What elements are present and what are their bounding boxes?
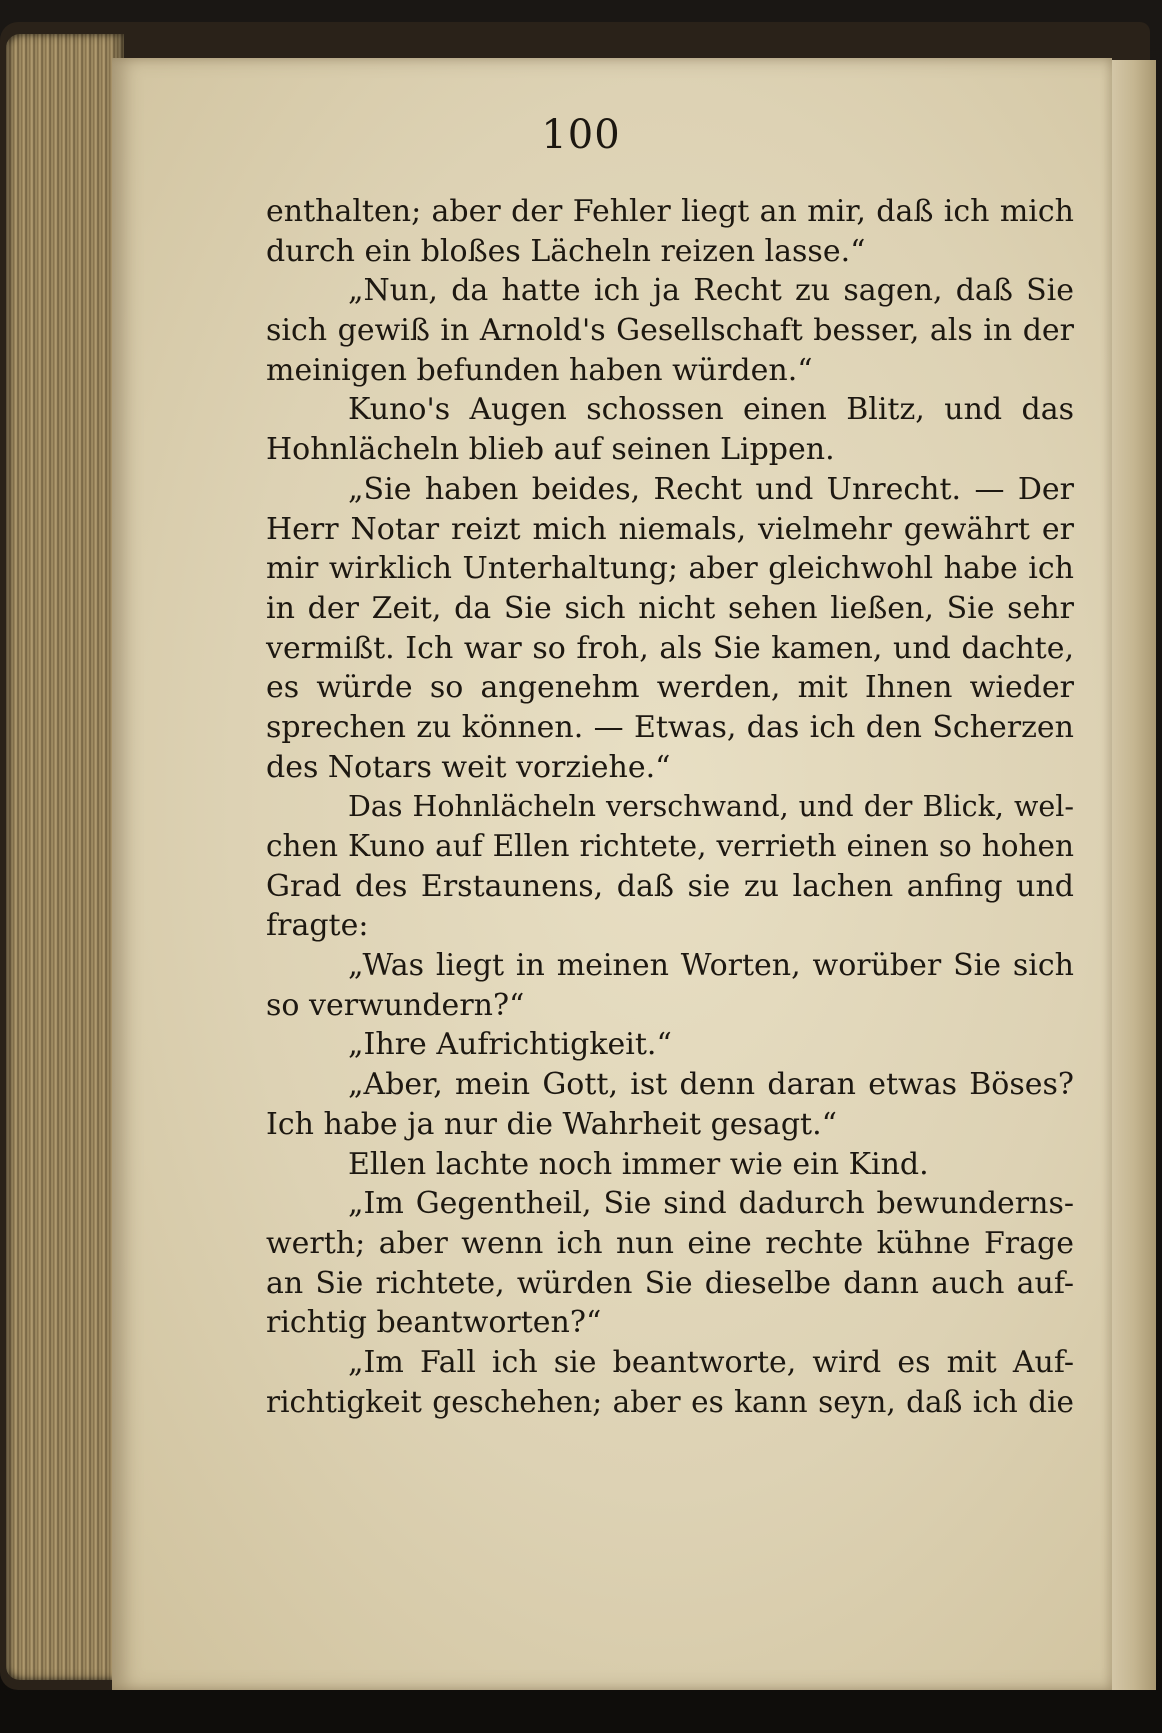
text-line: an Sie richtete, würden Sie dieselbe dann auch auf- [266,1265,1074,1301]
text-line: „Ihre Aufrichtigkeit.“ [348,1027,672,1063]
text-line: „Im Fall ich sie beantworte, wird es mit Auf- [348,1344,1074,1380]
text-line: des Notars weit vorziehe.“ [266,749,671,785]
text-line: sich gewiß in Arnold's Gesellschaft besser, als in der [266,313,1074,349]
text-line: fragte: [266,908,369,944]
text-line: „Sie haben beides, Recht und Unrecht. — Der [348,471,1074,507]
text-line: Kuno's Augen schossen einen Blitz, und das [348,392,1074,428]
page-edges [6,34,124,1680]
text-line: sprechen zu können. — Etwas, das ich den Scherzen [266,709,1074,745]
text-line: Grad des Erstaunens, daß sie zu lachen anfing und [266,868,1074,904]
text-line: „Nun, da hatte ich ja Recht zu sagen, daß Sie [348,273,1074,309]
text-line: werth; aber wenn ich nun eine rechte kühne Frage [266,1225,1074,1261]
text-line: „Was liegt in meinen Worten, worüber Sie sich [348,948,1074,984]
text-line: so verwundern?“ [266,987,525,1023]
text-line: Ellen lachte noch immer wie ein Kind. [348,1146,929,1182]
text-line: richtigkeit geschehen; aber es kann seyn, daß ich die [266,1384,1074,1419]
text-line: Das Hohnlächeln verschwand, und der Blick, wel- [348,790,1074,824]
page-number: 100 [541,112,621,158]
text-line: chen Kuno auf Ellen richtete, verrieth einen so hohen [266,829,1074,863]
text-line: Herr Notar reizt mich niemals, vielmehr gewährt er [266,511,1074,547]
text-line: mir wirklich Unterhaltung; aber gleichwohl habe ich [266,551,1074,587]
text-line: „Im Gegentheil, Sie sind dadurch bewunderns- [348,1186,1074,1222]
page-text [266,192,1074,1422]
text-line: in der Zeit, da Sie sich nicht sehen ließen, Sie sehr [266,590,1074,626]
text-line: enthalten; aber der Fehler liegt an mir, daß ich mich [266,194,1074,229]
text-line: richtig beantworten?“ [266,1305,602,1341]
text-line: durch ein bloßes Lächeln reizen lasse.“ [266,233,866,269]
text-line: Ich habe ja nur die Wahrheit gesagt.“ [266,1106,837,1142]
text-line: vermißt. Ich war so froh, als Sie kamen, und dachte, [266,630,1074,666]
text-line: es würde so angenehm werden, mit Ihnen wieder [266,670,1074,706]
facing-page-edge [1111,60,1156,1690]
text-line: „Aber, mein Gott, ist denn daran etwas Böses? [348,1067,1074,1103]
text-line: Hohnlächeln blieb auf seinen Lippen. [266,432,835,468]
text-line: meinigen befunden haben würden.“ [266,352,813,388]
